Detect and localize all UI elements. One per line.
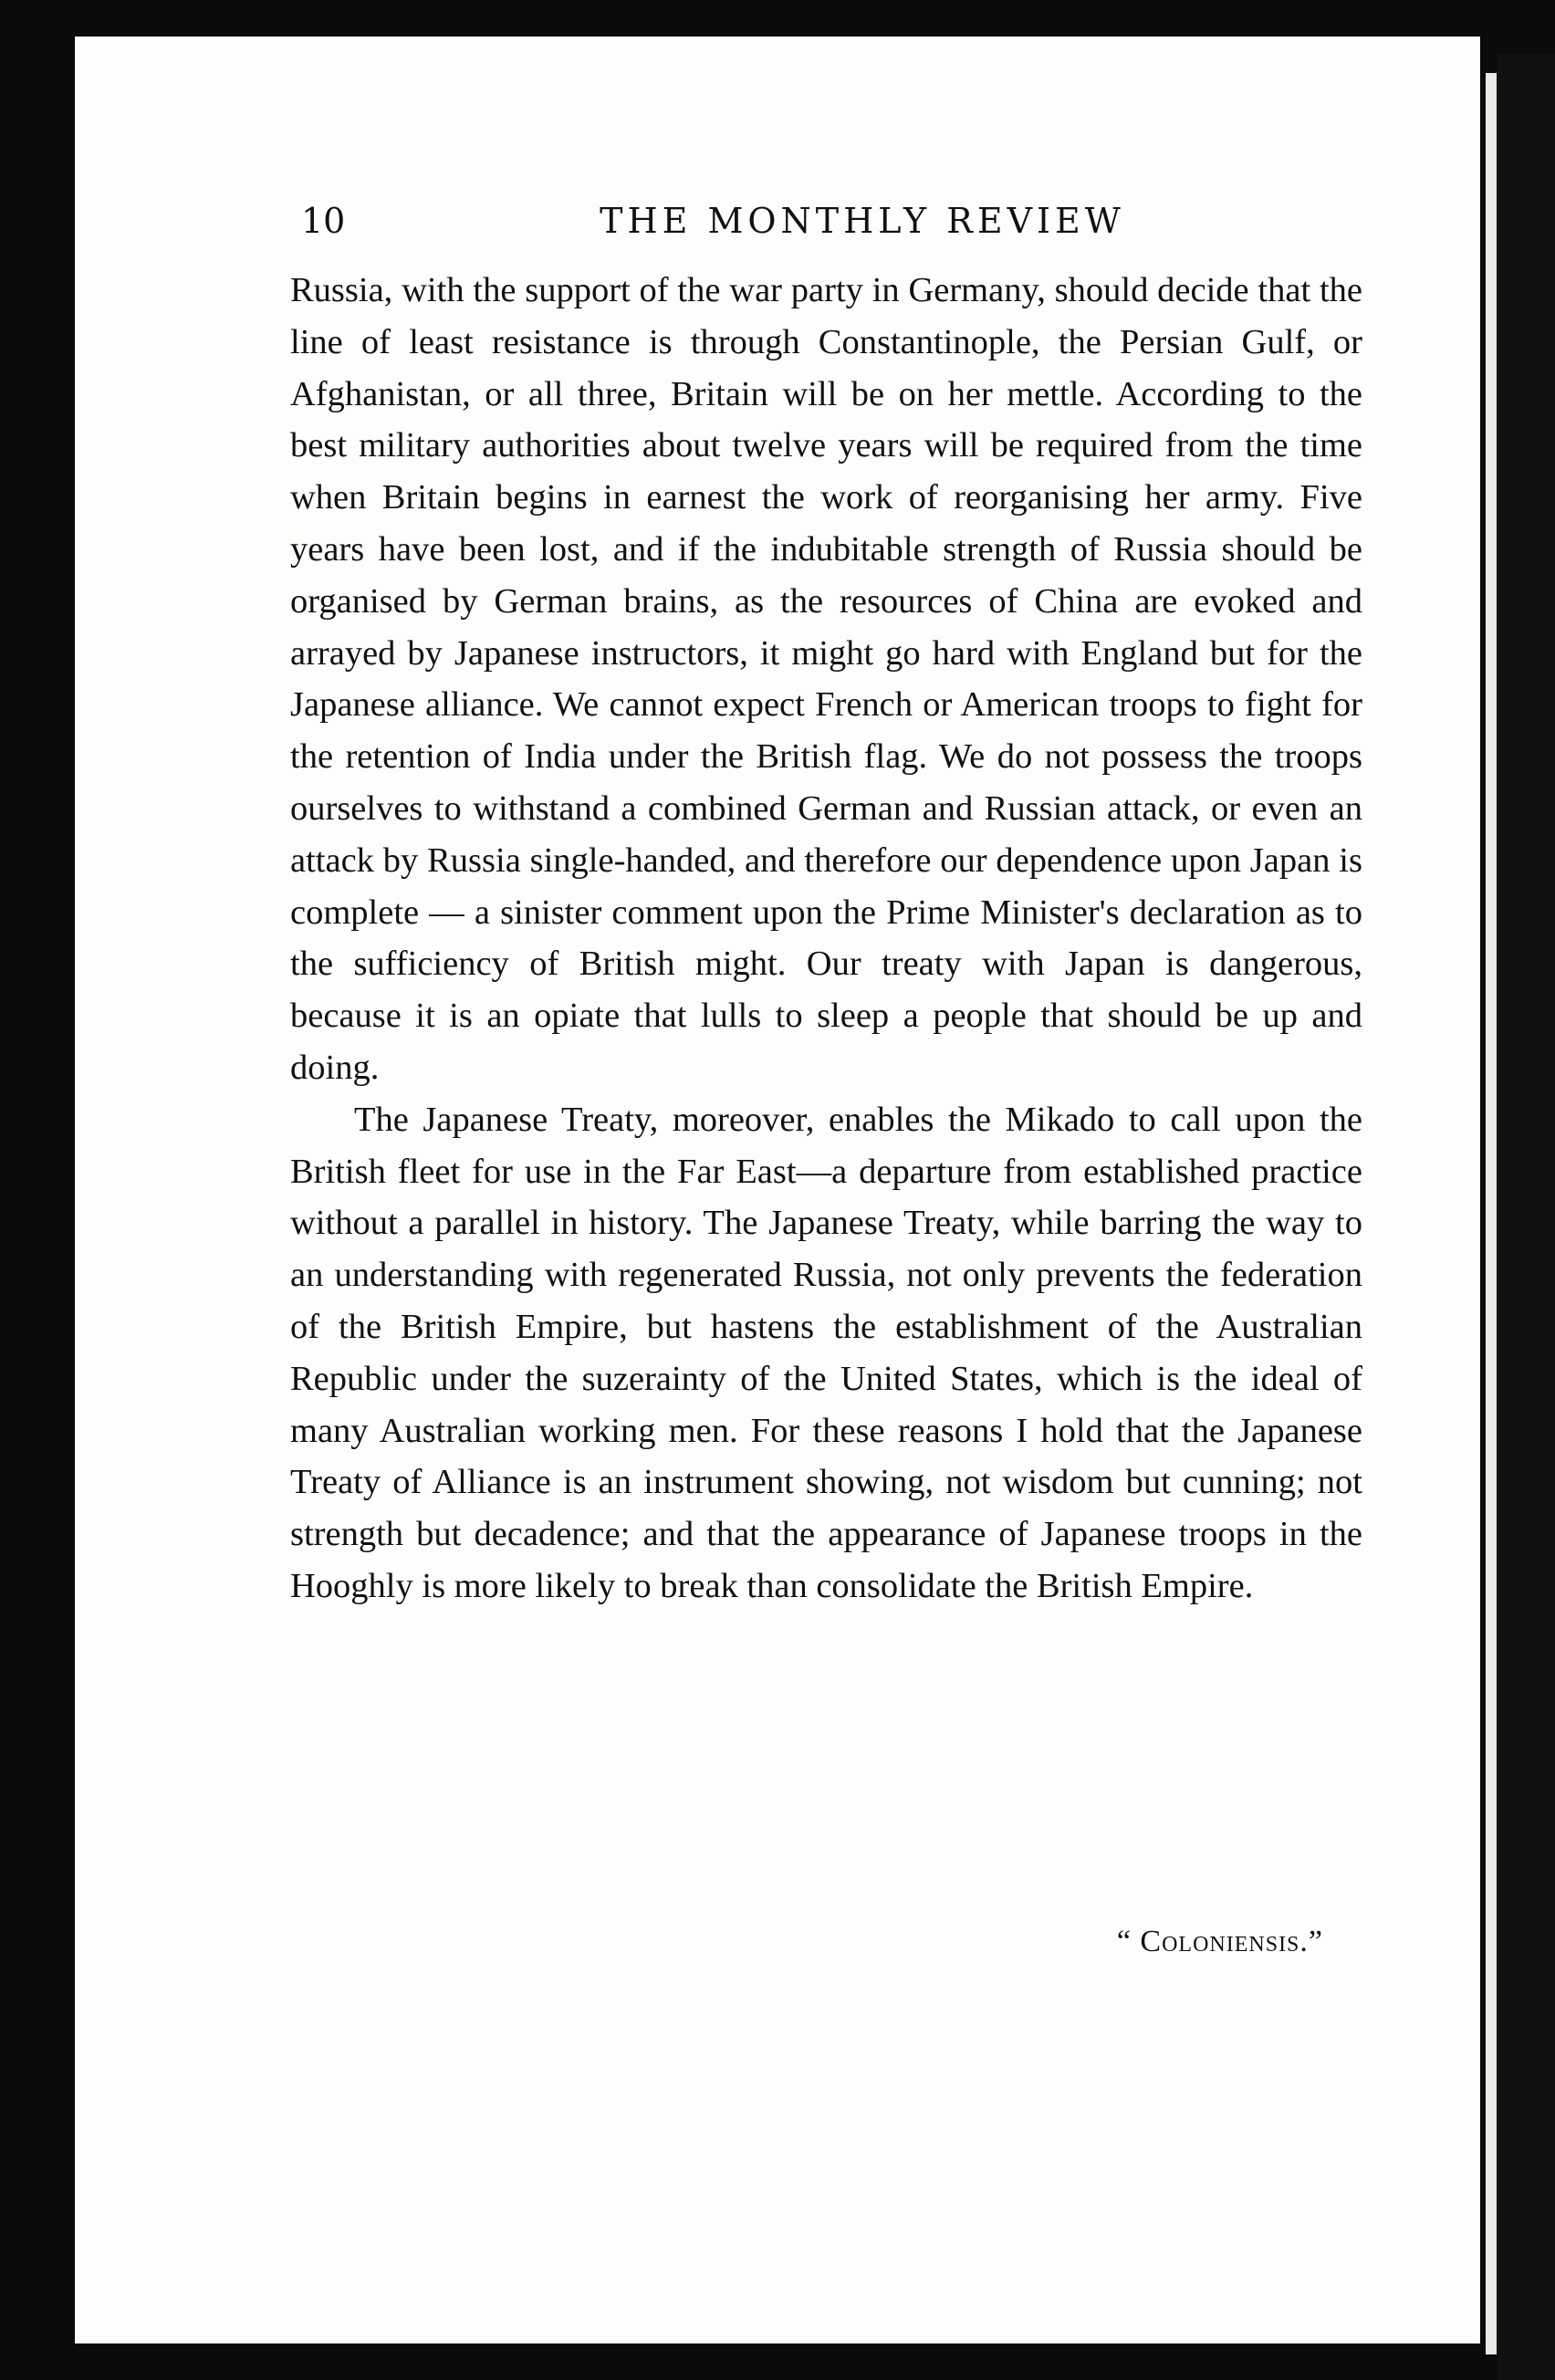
book-gutter-shadow [1497,55,1555,2380]
author-signature: “ Coloniensis.” [1116,1925,1323,1958]
paragraph-2: The Japanese Treaty, moreover, enables the Mikado to call upon the British fleet for use in the Far East—a departure from established practice without a parallel in history. The Japanese Treaty, while barring the way to an understanding with regenerated Russia, not only prevents the federation of the British Empire, but hastens the establishment of the Australian Republic under the suzerainty of the United States, which is the ideal of many Australian working men. For these reasons I hold that the Japanese Treaty of Alliance is an instrument showing, not wisdom but cunning; not strength but decadence; and that the appearance of Japanese troops in the Hooghly is more likely to break than consolidate the British Empire. [290,1100,1362,1605]
adjacent-page-edge [1486,73,1497,2354]
paragraph-1: Russia, with the support of the war party in Germany, should decide that the line of least resistance is through Constantinople, the Persian Gulf, or Afghanistan, or all three, Britain will be on her mettle. According to the best military authorities about twelve years will be required from the time when Britain begins in earnest the work of reorganising her army. Five years have been lost, and if the indubitable strength of Russia should be organised by German brains, as the resources of China are evoked and arrayed by Japanese instructors, it might go hard with England but for the Japanese alliance. We cannot expect French or American troops to fight for the retention of India under the British flag. We do not possess the troops ourselves to withstand a combined German and Russian attack, or even an attack by Russia single-handed, and therefore our dependence upon Japan is complete — a sinister comment upon the Prime Minister's declaration as to the sufficiency of British might. Our treaty with Japan is dangerous, because it is an opiate that lulls to sleep a people that should be up and doing. [290,271,1362,1087]
page-number: 10 [301,201,346,241]
article-body [290,265,1362,1613]
page-header [301,193,1414,248]
running-title: THE MONTHLY REVIEW [600,201,1125,241]
